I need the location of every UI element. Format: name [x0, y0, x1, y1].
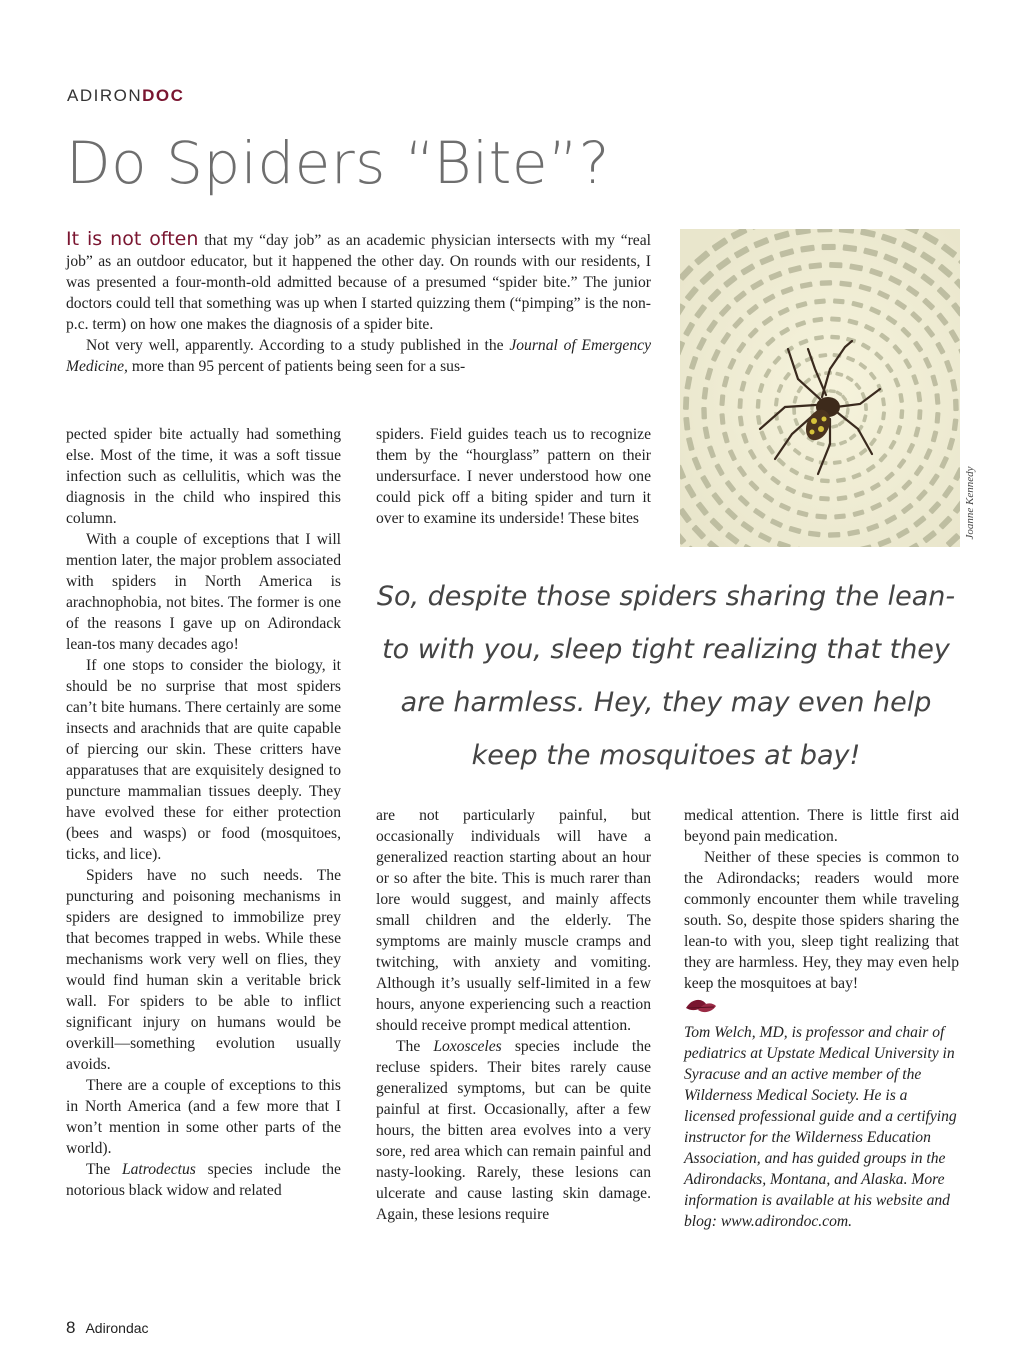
page-footer [66, 1318, 149, 1338]
journal-name: Journal of Emergency Medicine, [66, 337, 651, 375]
col1-paragraph-4: Spiders have no such needs. The puncturing and poisoning mechanisms in spiders are designed to immobilize prey that becomes trapped in webs. While these mechanisms work very well on flies, they would find human skin a veritable brick wall. For spiders to be able to inflict significant injury on humans would be overkill—something evolution usually avoids. [66, 867, 341, 1073]
col1-paragraph-5: There are a couple of exceptions to this in North America (and a few more that I won’t mention in some other parts of the world). [66, 1077, 341, 1157]
column-1 [66, 424, 341, 1201]
web-cell [953, 399, 959, 411]
web-cell [701, 407, 707, 419]
spider-in-web-icon [680, 229, 960, 547]
section-kicker [67, 86, 184, 106]
web-cell [683, 396, 689, 409]
col3-paragraph-1: medical attention. There is little first aid beyond pain medication. [684, 807, 959, 845]
web-cell [822, 244, 836, 250]
col1-paragraph-2: With a couple of exceptions that I will mention later, the major problem associated with spiders in North America is arachnophobia, not bites. The former is one of the reasons I gave up on Adirondack lean-tos many decades ago! [66, 531, 341, 653]
leaf-ornament-icon [684, 996, 718, 1022]
intro-paragraph-2 [66, 335, 651, 377]
web-cell [792, 407, 796, 415]
col2-top-paragraph: spiders. Field guides teach us to recognize them by the “hourglass” pattern on their undersurface. I never understood how one could pick off a biting spider and turn it over to examine its underside! These bites [376, 426, 651, 527]
kicker-part-a: ADIRON [67, 86, 143, 105]
web-cell [815, 514, 827, 520]
web-cell [830, 316, 841, 321]
page-number: 8 [66, 1318, 76, 1337]
web-cell [934, 393, 940, 405]
col2-paragraph-2 [376, 1036, 651, 1225]
web-cell [828, 532, 840, 538]
intro-paragraph-1 [66, 229, 651, 335]
web-cell [719, 394, 725, 406]
web-cell [864, 403, 868, 411]
web-cell [814, 298, 826, 304]
pull-quote: So, despite those spiders sharing the lean-to with you, sleep tight realizing that they are harmless. Hey, they may even help keep the mosquitoes at bay! [376, 581, 956, 771]
col2-p2-a: The [396, 1038, 434, 1055]
illustration-credit [962, 460, 978, 550]
intro-p2-a: Not very well, apparently. According to a study published in the [86, 337, 510, 354]
web-cell [820, 280, 832, 286]
col1-p6-a: The [86, 1161, 122, 1178]
col2-paragraph-1: are not particularly painful, but occasionally individuals will have a generalized reaction starting about an hour or so after the bite. This is much rarer than lore would suggest, and mainly affects small children and the elderly. The symptoms are mainly muscle cramps and twitching, with anxiety and vomiting. Although it’s usually self-limited in a few hours, anyone experiencing such a reaction should receive prompt medical attention. [376, 807, 651, 1034]
column-2-top [376, 424, 651, 529]
col1-paragraph-1: pected spider bite actually had something else. Most of the time, it was a soft tissue infection such as cellulitis, which was the diagnosis in the child who inspired this column. [66, 426, 341, 527]
column-2 [376, 805, 651, 1225]
spider-illustration [680, 229, 960, 547]
web-cell [817, 229, 832, 233]
web-cell [820, 478, 830, 483]
web-cell [833, 298, 845, 304]
web-cell [830, 335, 840, 340]
column-3 [684, 805, 959, 1232]
col2-p2-b: species include the recluse spiders. Their bites rarely cause generalized symptoms, but can be quite painful at first. Occasionally, after a few hours, the bitten area evolves into a very sore, red area which can remain painful and nasty-looking. Rarely, these lesions can ulcerate and cause lasting skin damage. Again, these lesions require [376, 1038, 651, 1223]
intro-paragraph-1-text: that my “day job” as an academic physician intersects with my “real job” as an outdoor educator, but it happened the other day. On rounds with our residents, I was presented a four-month-old admitted because of a presumed “spider bite.” The junior doctors could tell that something was up when I started quizzing them (“pimping” is the non-p.c. term) on how one makes the diagnosis of a spider bite. [66, 232, 651, 333]
col1-paragraph-6 [66, 1159, 341, 1201]
lead-in: It is not often [66, 228, 199, 250]
magazine-name: Adirondac [85, 1320, 149, 1336]
web-cell [756, 399, 761, 409]
web-cell [819, 496, 830, 501]
web-cell [935, 412, 941, 424]
credit-text: Joanne Kennedy [964, 466, 976, 540]
web-cell [834, 513, 846, 519]
web-cell [719, 413, 725, 425]
col1-p6-b: species include the notorious black widow and related [66, 1161, 341, 1199]
col1-paragraph-3: If one stops to consider the biology, it should be no surprise that most spiders can’t bite humans. There certainly are some insects and arachnids that are quite capable of piercing our skin. These critters have apparatuses that are exquisitely designed to puncture mammalian tissues deeply. They have evolved these for either protection (bees and wasps) or food (mosquitoes, ticks, and lice). [66, 657, 341, 863]
web-cell [899, 409, 904, 419]
kicker-part-b: DOC [142, 86, 185, 105]
col3-paragraph-2: Neither of these species is common to the Adirondacks; readers would more commonly encounter them while traveling south. So, despite those spiders sharing the lean-to with you, sleep tight realizing that they are harmless. Hey, they may even help keep the mosquitoes at bay! [684, 849, 959, 992]
article-title: Do Spiders “Bite”? [66, 129, 610, 197]
web-cell [737, 398, 742, 409]
intro-p2-b: more than 95 percent of patients being seen for a sus- [127, 358, 466, 375]
intro-text [66, 229, 651, 377]
web-cell [829, 262, 842, 268]
author-bio: Tom Welch, MD, is professor and chair of pediatrics at Upstate Medical University in Syracuse and an active member of the Wilderness Medical Society. He is a licensed professional guide and a certifying instructor for the Wilderness Education Association, and has guided groups in the Adirondacks, Montana, and Alaska. More information is available at his website and blog: www.adirondoc.com. [684, 1024, 957, 1230]
web-cell [917, 409, 922, 420]
species-latrodectus: Latrodectus [121, 1161, 196, 1178]
species-loxosceles: Loxosceles [433, 1038, 502, 1055]
